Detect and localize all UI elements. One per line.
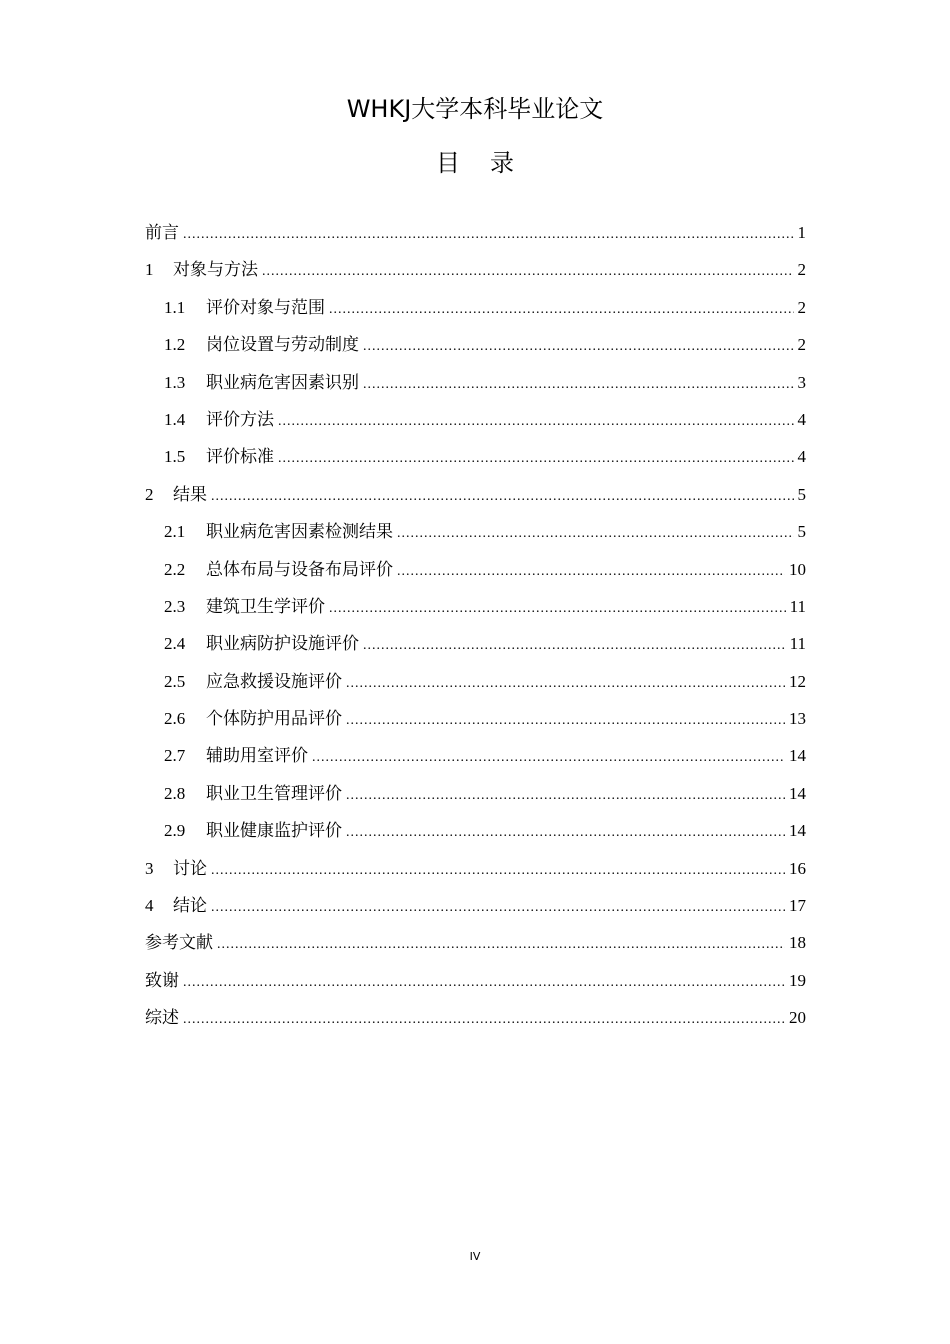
toc-entry-text: 职业健康监护评价: [206, 821, 342, 842]
toc-entry-text: 参考文献: [145, 933, 213, 954]
toc-entry-text: 总体布局与设备布局评价: [206, 559, 393, 580]
toc-entry-text: 评价对象与范围: [206, 297, 325, 318]
toc-entry-text: 讨论: [173, 858, 207, 879]
toc-entry[interactable]: [145, 999, 806, 1036]
toc-entry-text: 结论: [173, 896, 207, 917]
toc-entry[interactable]: [145, 214, 806, 251]
toc-entry-number: 1.5: [164, 447, 186, 467]
toc-entry-text: 个体防护用品评价: [206, 709, 342, 730]
toc-entry-page: 4: [797, 409, 806, 429]
toc-entry-text: 评价标准: [206, 447, 274, 468]
toc-dot-leader: [363, 627, 786, 664]
toc-dot-leader: [346, 702, 785, 739]
toc-entry-number: 2.3: [164, 596, 186, 616]
toc-entry-page: 3: [797, 372, 806, 392]
toc-entry-number: 2.4: [164, 634, 186, 654]
toc-entry-page: 16: [789, 858, 806, 878]
toc-dot-leader: [346, 814, 785, 851]
toc-entry[interactable]: [145, 438, 806, 475]
toc-entry-text: 岗位设置与劳动制度: [206, 335, 359, 356]
toc-entry-number: 2.8: [164, 783, 186, 803]
toc-entry-page: 14: [789, 746, 806, 766]
toc-entry[interactable]: [145, 850, 806, 887]
toc-entry-number: 1.2: [164, 335, 186, 355]
toc-entry[interactable]: [145, 326, 806, 363]
toc-dot-leader: [278, 440, 794, 477]
toc-entry[interactable]: [145, 251, 806, 288]
toc-entry-page: 12: [789, 671, 806, 691]
toc-entry-number: 2.1: [164, 522, 186, 542]
toc-entry[interactable]: [145, 700, 806, 737]
toc-entry[interactable]: [145, 513, 806, 550]
toc-entry-text: 职业卫生管理评价: [206, 783, 342, 804]
toc-entry-text: 综述: [145, 1008, 179, 1029]
toc-entry[interactable]: [145, 588, 806, 625]
toc-entry-number: 2.9: [164, 821, 186, 841]
toc-entry[interactable]: [145, 476, 806, 513]
toc-entry-text: 对象与方法: [173, 260, 258, 281]
toc-entry-text: 建筑卫生学评价: [206, 596, 325, 617]
toc-entry-number: 2.6: [164, 709, 186, 729]
toc-dot-leader: [278, 403, 794, 440]
toc-entry-text: 结果: [173, 484, 207, 505]
toc-entry[interactable]: [145, 737, 806, 774]
toc-dot-leader: [397, 515, 794, 552]
toc-entry-text: 职业病防护设施评价: [206, 634, 359, 655]
toc-entry-text: 应急救援设施评价: [206, 671, 342, 692]
toc-entry-number: 3: [145, 858, 154, 878]
toc-entry-page: 1: [797, 223, 806, 242]
toc-entry-number: 1.3: [164, 372, 186, 392]
toc-entry-number: 1: [145, 260, 154, 280]
toc-entry-page: 13: [789, 709, 806, 729]
toc-dot-leader: [211, 889, 785, 926]
toc-entry[interactable]: [145, 625, 806, 662]
toc-entry[interactable]: [145, 663, 806, 700]
toc-entry[interactable]: [145, 962, 806, 999]
toc-entry[interactable]: [145, 812, 806, 849]
toc-entry-page: 5: [797, 484, 806, 504]
toc-dot-leader: [262, 253, 794, 290]
toc-dot-leader: [183, 1001, 785, 1038]
toc-entry-page: 4: [797, 447, 806, 467]
toc-entry-page: 19: [789, 970, 806, 990]
table-of-contents: [145, 214, 806, 1037]
toc-dot-leader: [346, 665, 785, 702]
toc-entry-text: 职业病危害因素识别: [206, 372, 359, 393]
toc-entry-page: 2: [797, 335, 806, 355]
toc-dot-leader: [211, 852, 785, 889]
toc-entry-text: 致谢: [145, 970, 179, 991]
toc-entry-page: 2: [797, 260, 806, 280]
toc-entry-number: 2.2: [164, 559, 186, 579]
toc-entry-page: 18: [789, 933, 806, 953]
toc-entry-page: 17: [789, 896, 806, 916]
toc-dot-leader: [363, 328, 794, 365]
toc-entry-page: 10: [789, 559, 806, 579]
toc-entry-number: 1.1: [164, 297, 186, 317]
toc-entry-text: 辅助用室评价: [206, 746, 308, 767]
toc-entry-text: 前言: [145, 223, 179, 243]
toc-entry[interactable]: [145, 289, 806, 326]
toc-entry-text: 评价方法: [206, 409, 274, 430]
toc-entry-page: 5: [797, 522, 806, 542]
toc-entry[interactable]: [145, 924, 806, 961]
toc-entry-page: 14: [789, 821, 806, 841]
toc-dot-leader: [397, 553, 785, 590]
toc-entry-page: 14: [789, 783, 806, 803]
toc-dot-leader: [217, 926, 785, 963]
toc-entry-page: 11: [789, 634, 806, 654]
toc-dot-leader: [329, 291, 794, 328]
toc-dot-leader: [363, 366, 794, 403]
toc-entry[interactable]: [145, 887, 806, 924]
toc-title: 目录: [436, 149, 544, 177]
toc-entry-number: 4: [145, 896, 154, 916]
page-number: IV: [469, 1250, 481, 1263]
toc-dot-leader: [329, 590, 786, 627]
toc-entry-number: 1.4: [164, 409, 186, 429]
thesis-header-title: WHKJ大学本科毕业论文: [346, 95, 604, 123]
toc-entry-number: 2: [145, 484, 154, 504]
toc-entry-number: 2.5: [164, 671, 186, 691]
toc-entry-page: 20: [789, 1008, 806, 1028]
toc-dot-leader: [312, 739, 785, 776]
toc-dot-leader: [211, 478, 794, 515]
toc-dot-leader: [346, 777, 785, 814]
toc-entry[interactable]: [145, 551, 806, 588]
toc-entry-number: 2.7: [164, 746, 186, 766]
toc-entry-page: 2: [797, 297, 806, 317]
toc-dot-leader: [183, 964, 785, 1001]
toc-dot-leader: [183, 216, 794, 253]
toc-entry[interactable]: [145, 775, 806, 812]
toc-entry[interactable]: [145, 401, 806, 438]
toc-entry-text: 职业病危害因素检测结果: [206, 522, 393, 543]
toc-entry[interactable]: [145, 364, 806, 401]
toc-entry-page: 11: [789, 596, 806, 616]
